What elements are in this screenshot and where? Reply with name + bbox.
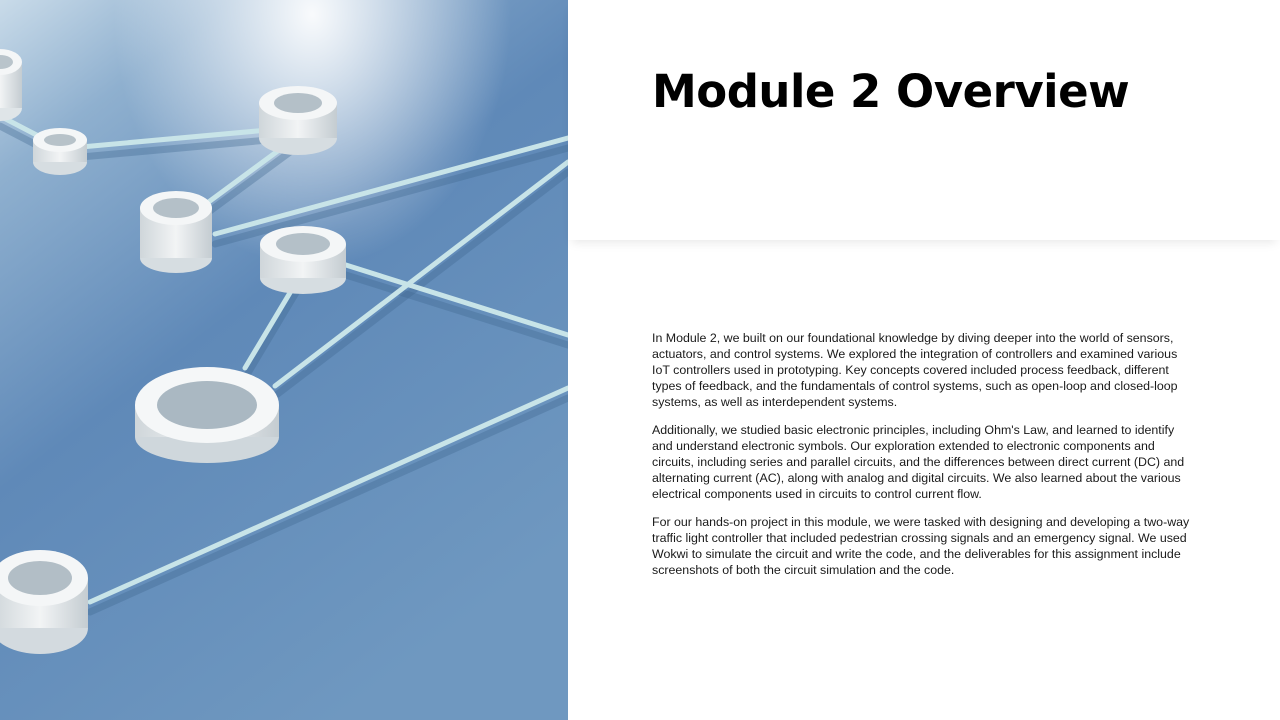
slide-title: Module 2 Overview [652,65,1130,118]
paragraph: In Module 2, we built on our foundational knowledge by diving deeper into the world of sensors, actuators, and control systems. We explored the integration of controllers and examined various IoT controllers used in prototyping. Key concepts covered included process feedback, different types of feedback, and the fundamentals of control systems, such as open-loop and closed-loop systems, as well as interdependent systems. [652,331,1178,409]
paragraph: For our hands-on project in this module, we were tasked with designing and developing a two-way traffic light controller that included pedestrian crossing signals and an emergency signal. We used Wokwi to simulate the circuit and write the code, and the deliverables for this assignment include screenshots of both the circuit simulation and the code. [652,515,1190,577]
body-text [652,330,1192,590]
paragraph: Additionally, we studied basic electronic principles, including Ohm's Law, and learned to identify and understand electronic symbols. Our exploration extended to electronic components and circuits, including series and parallel circuits, and the differences between direct current (DC) and alternating current (AC), along with analog and digital circuits. We also learned about the various electrical components used in circuits to control current flow. [652,423,1185,501]
network-nodes-image [0,0,568,720]
